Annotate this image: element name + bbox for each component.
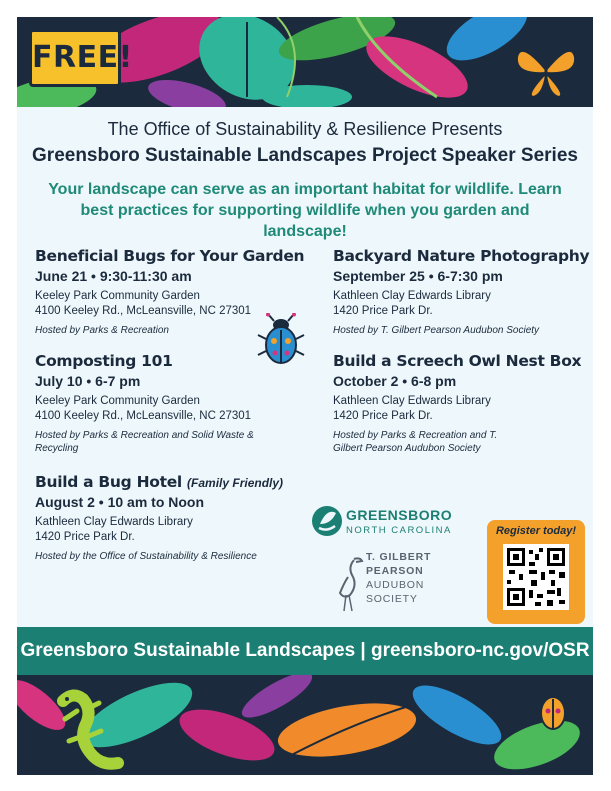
- audubon-line: T. GILBERT: [366, 551, 432, 563]
- footer-banner: Greensboro Sustainable Landscapes | greensboro-nc.gov/OSR: [17, 627, 593, 675]
- event-address: 4100 Keeley Rd., McLeansville, NC 27301: [35, 305, 252, 317]
- greensboro-logo: [311, 501, 461, 541]
- event-host: Hosted by the Office of Sustainability & Resilience: [35, 551, 257, 562]
- event-venue: Keeley Park Community Garden: [35, 395, 200, 407]
- event-venue: Kathleen Clay Edwards Library: [333, 395, 491, 407]
- flyer: [17, 17, 593, 775]
- event-host: Hosted by Parks & Recreation and Solid Waste & Recycling: [35, 430, 254, 454]
- audubon-line: AUDUBON: [366, 579, 425, 591]
- lizard-icon: [43, 681, 133, 771]
- series-title: Greensboro Sustainable Landscapes Project Speaker Series: [32, 145, 578, 166]
- greensboro-state: NORTH CAROLINA: [346, 525, 452, 536]
- audubon-line: PEARSON: [366, 565, 424, 577]
- event-title: Backyard Nature Photography: [333, 247, 590, 265]
- butterfly-icon: [511, 35, 581, 105]
- audubon-logo: [332, 547, 462, 619]
- presenter-line: The Office of Sustainability & Resilience Presents: [107, 119, 503, 139]
- beetle-icon: [533, 685, 573, 735]
- register-label: Register today!: [495, 525, 577, 537]
- event-owl-nest-box: [333, 352, 583, 455]
- event-address: 1420 Price Park Dr.: [35, 531, 135, 543]
- event-address: 1420 Price Park Dr.: [333, 410, 433, 422]
- leaf-g-icon: [311, 504, 343, 538]
- audubon-line: SOCIETY: [366, 593, 418, 605]
- heron-icon: [332, 553, 364, 613]
- event-nature-photography: [333, 247, 590, 337]
- event-date: June 21 • 9:30-11:30 am: [35, 268, 192, 284]
- qr-code-icon[interactable]: [503, 544, 569, 610]
- tagline: Your landscape can serve as an important habitat for wildlife. Learn best practices for supporting wildlife when you garden and landscape!: [48, 181, 562, 240]
- bottom-foliage-banner: [17, 675, 593, 775]
- event-title: Beneficial Bugs for Your Garden: [35, 247, 305, 265]
- greensboro-name: GREENSBORO: [346, 507, 453, 523]
- event-venue: Keeley Park Community Garden: [35, 290, 200, 302]
- event-host: Hosted by Parks & Recreation and T. Gilbert Pearson Audubon Society: [333, 430, 498, 454]
- event-date: October 2 • 6-8 pm: [333, 373, 457, 389]
- event-composting: [35, 352, 275, 455]
- event-host: Hosted by T. Gilbert Pearson Audubon Society: [333, 325, 540, 336]
- event-title: Build a Bug Hotel: [35, 473, 182, 491]
- event-host: Hosted by Parks & Recreation: [35, 325, 169, 336]
- event-note: (Family Friendly): [187, 476, 284, 490]
- event-title: Composting 101: [35, 352, 173, 370]
- event-title: Build a Screech Owl Nest Box: [333, 352, 582, 370]
- free-badge: FREE!: [29, 29, 121, 87]
- event-address: 1420 Price Park Dr.: [333, 305, 433, 317]
- event-address: 4100 Keeley Rd., McLeansville, NC 27301: [35, 410, 252, 422]
- event-venue: Kathleen Clay Edwards Library: [35, 516, 193, 528]
- event-date: July 10 • 6-7 pm: [35, 373, 141, 389]
- event-date: August 2 • 10 am to Noon: [35, 494, 205, 510]
- event-bug-hotel: [35, 473, 315, 563]
- event-date: September 25 • 6-7:30 pm: [333, 268, 503, 284]
- beetle-icon: [256, 313, 306, 367]
- event-venue: Kathleen Clay Edwards Library: [333, 290, 491, 302]
- register-box: [487, 520, 585, 624]
